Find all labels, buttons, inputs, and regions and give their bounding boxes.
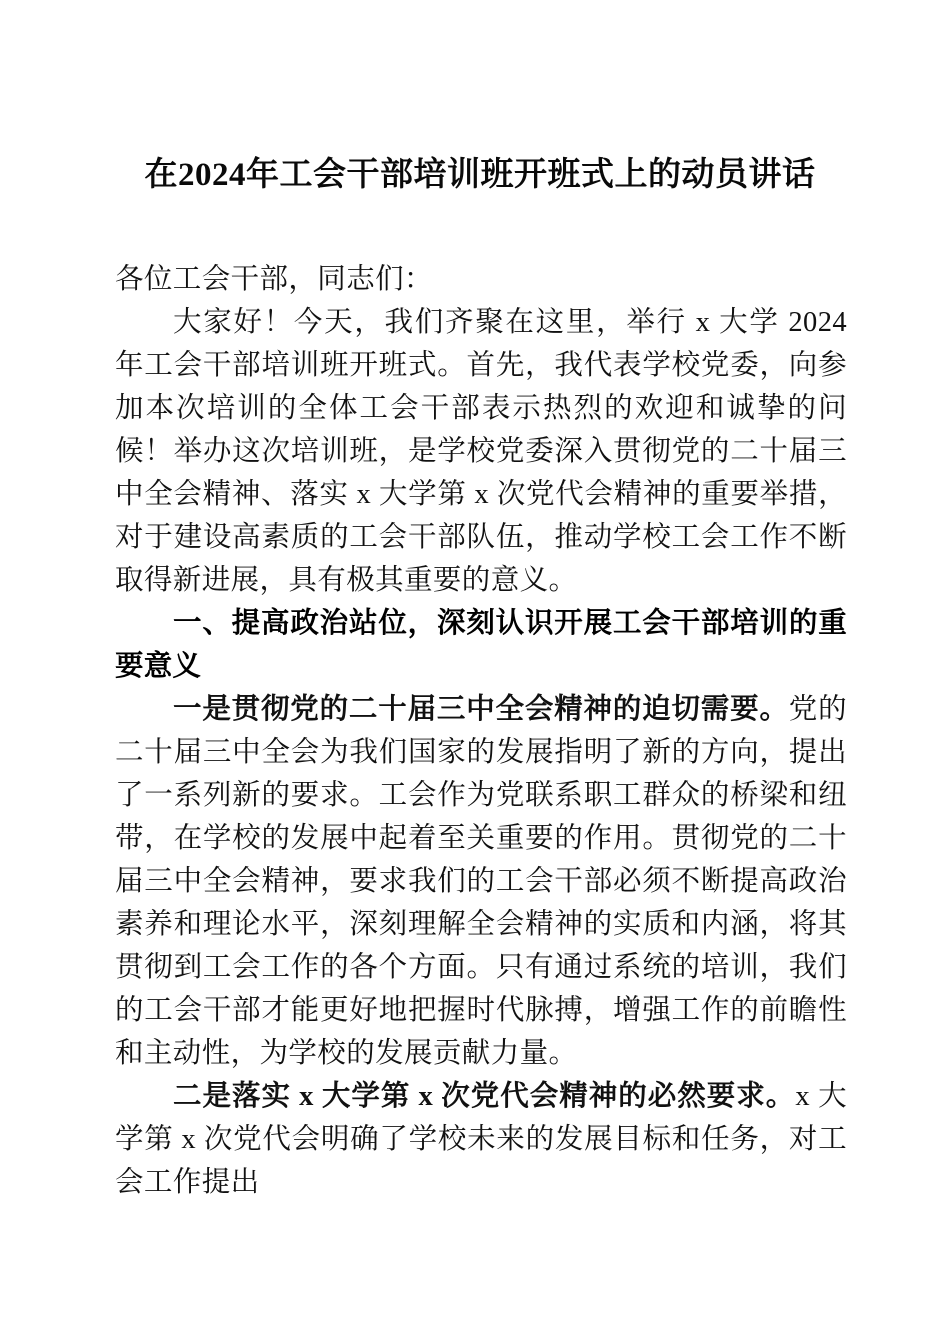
point-one-lead: 一是贯彻党的二十届三中全会精神的迫切需要。 (173, 694, 789, 725)
point-one-paragraph (115, 688, 847, 1075)
section-heading-one: 一、提高政治站位，深刻认识开展工会干部培训的重要意义 (115, 607, 847, 682)
point-two-paragraph (115, 1075, 847, 1204)
point-one-body: 党的二十届三中全会为我们国家的发展指明了新的方向，提出了一系列新的要求。工会作为党联系职工群众的桥梁和纽带，在学校的发展中起着至关重要的作用。贯彻党的二十届三中全会精神，要求我们的工会干部必须不断提高政治素养和理论水平，深刻理解全会精神的实质和内涵，将其贯彻到工会工作的各个方面。只有通过系统的培训，我们的工会干部才能更好地把握时代脉搏，增强工作的前瞻性和主动性，为学校的发展贡献力量。 (115, 694, 847, 1069)
document-body (115, 258, 847, 1204)
point-two-lead: 二是落实 x 大学第 x 次党代会精神的必然要求。 (173, 1081, 796, 1112)
point-two-body: x 大学第 x 次党代会明确了学校未来的发展目标和任务，对工会工作提出 (115, 1081, 847, 1198)
salutation-line: 各位工会干部，同志们： (115, 264, 433, 295)
document-title: 在2024年工会干部培训班开班式上的动员讲话 (144, 157, 816, 194)
opening-paragraph: 大家好！今天，我们齐聚在这里，举行 x 大学 2024 年工会干部培训班开班式。首先，我代表学校党委，向参加本次培训的全体工会干部表示热烈的欢迎和诚挚的问候！举办这次培训班，是学校党委深入贯彻党的二十届三中全会精神、落实 x 大学第 x 次党代会精神的重要举措，对于建设高素质的工会干部队伍，推动学校工会工作不断取得新进展，具有极其重要的意义。 (115, 307, 847, 596)
